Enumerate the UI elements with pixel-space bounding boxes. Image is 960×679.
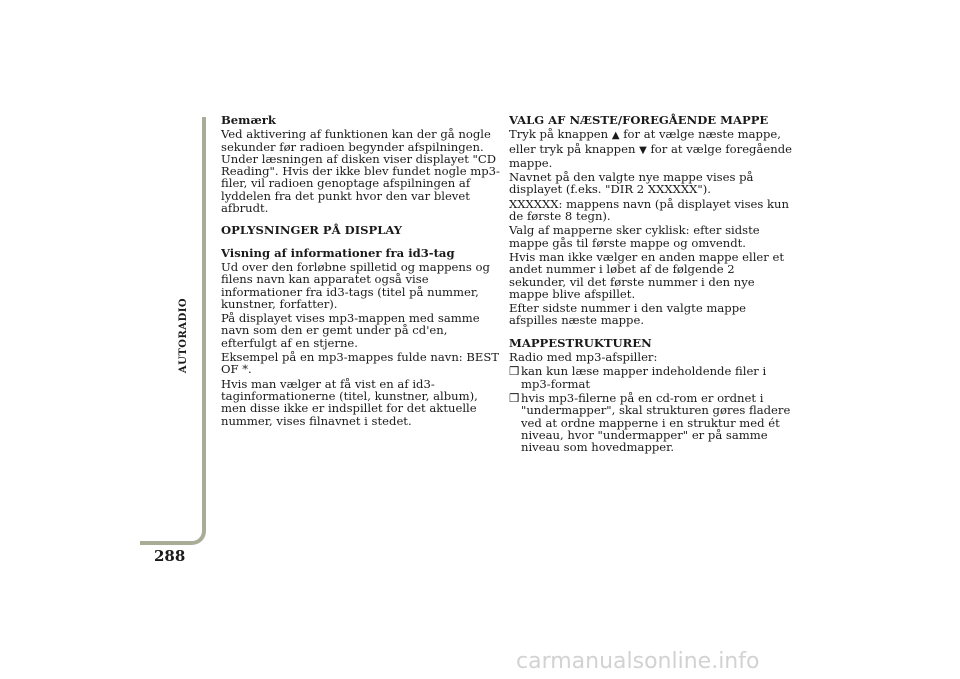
folder-paragraph-3: XXXXXX: mappens navn (på displayet vises kun de første 8 tegn).: [509, 196, 789, 224]
folder-paragraph-6: Efter sidste nummer i den valgte mappe afspilles næste mappe.: [509, 301, 746, 328]
id3-paragraph-3: Eksempel på en mp3-mappes fulde navn: BEST OF *.: [221, 350, 500, 377]
folder-p1-text-b: for at vælge næste mappe, eller tryk på knappen: [509, 127, 781, 156]
page-number: 288: [154, 547, 186, 565]
left-column: [221, 114, 503, 429]
section-label: [174, 290, 194, 380]
structure-heading: MAPPESTRUKTUREN: [509, 335, 652, 350]
list-item: [509, 365, 794, 390]
arrow-up-icon: ▲: [611, 130, 620, 142]
note-text: Ved aktivering af funktionen kan der gå nogle sekunder før radioen begynder afspilningen. Under læsningen af disken viser displayet "CD Reading". Hvis der ikke blev fundet nogle mp3-filer, vil radioen genoptage afspilningen af lyddelen fra det punkt hvor den var blevet afbrudt.: [221, 127, 500, 216]
id3-paragraph-4: Hvis man vælger at få vist en af id3-taginformationerne (titel, kunstner, album), men disse ikke er indspillet for det aktuelle nummer, vises filnavnet i stedet.: [221, 376, 478, 428]
folder-heading: VALG AF NÆSTE/FOREGÅENDE MAPPE: [509, 113, 769, 127]
display-heading: OPLYSNINGER PÅ DISPLAY: [221, 223, 403, 238]
checkbox-bullet-icon: ❒: [509, 364, 520, 379]
id3-paragraph-2: På displayet vises mp3-mappen med samme navn som den er gemt under på cd'en, efterfulgt af en stjerne.: [221, 311, 480, 350]
folder-paragraph-4: Valg af mapperne sker cyklisk: efter sidste mappe gås til første mappe og omvendt.: [509, 223, 760, 250]
folder-paragraph-1: [509, 128, 794, 169]
list-item-text: hvis mp3-filerne på en cd-rom er ordnet i "undermapper", skal strukturen gøres fladere ved at ordne mapperne i en struktur med ét niveau, hvor "undermapper" er på samme niveau som hovedmapper.: [521, 390, 791, 455]
folder-paragraph-5: Hvis man ikke vælger en anden mappe eller et andet nummer i løbet af de følgende 2 sekunder, vil det første nummer i den nye mappe blive afspillet.: [509, 249, 785, 301]
right-column: [509, 114, 794, 455]
folder-p1-text-c: for at vælge foregående mappe.: [509, 141, 792, 170]
list-item: [509, 392, 794, 453]
list-item-text: kan kun læse mapper indeholdende filer i mp3-format: [521, 364, 767, 391]
folder-paragraph-2: Navnet på den valgte nye mappe vises på displayet (f.eks. "DIR 2 XXXXXX").: [509, 170, 754, 197]
watermark-text: carmanualsonline.info: [516, 649, 760, 674]
arrow-down-icon: ▼: [639, 144, 647, 156]
folder-p1-text-a: Tryk på knappen: [509, 127, 609, 142]
structure-intro: Radio med mp3-afspiller:: [509, 350, 658, 365]
checkbox-bullet-icon: ❒: [509, 390, 520, 405]
page-border-line: [140, 117, 206, 545]
id3-paragraph-1: Ud over den forløbne spilletid og mappens og filens navn kan apparatet også vise informationer fra id3-tags (titel på nummer, kunstner, forfatter).: [221, 259, 490, 311]
id3-subheading: Visning af informationer fra id3-tag: [221, 245, 455, 260]
note-heading: Bemærk: [221, 113, 276, 127]
section-label-text: AUTORADIO: [178, 297, 190, 373]
